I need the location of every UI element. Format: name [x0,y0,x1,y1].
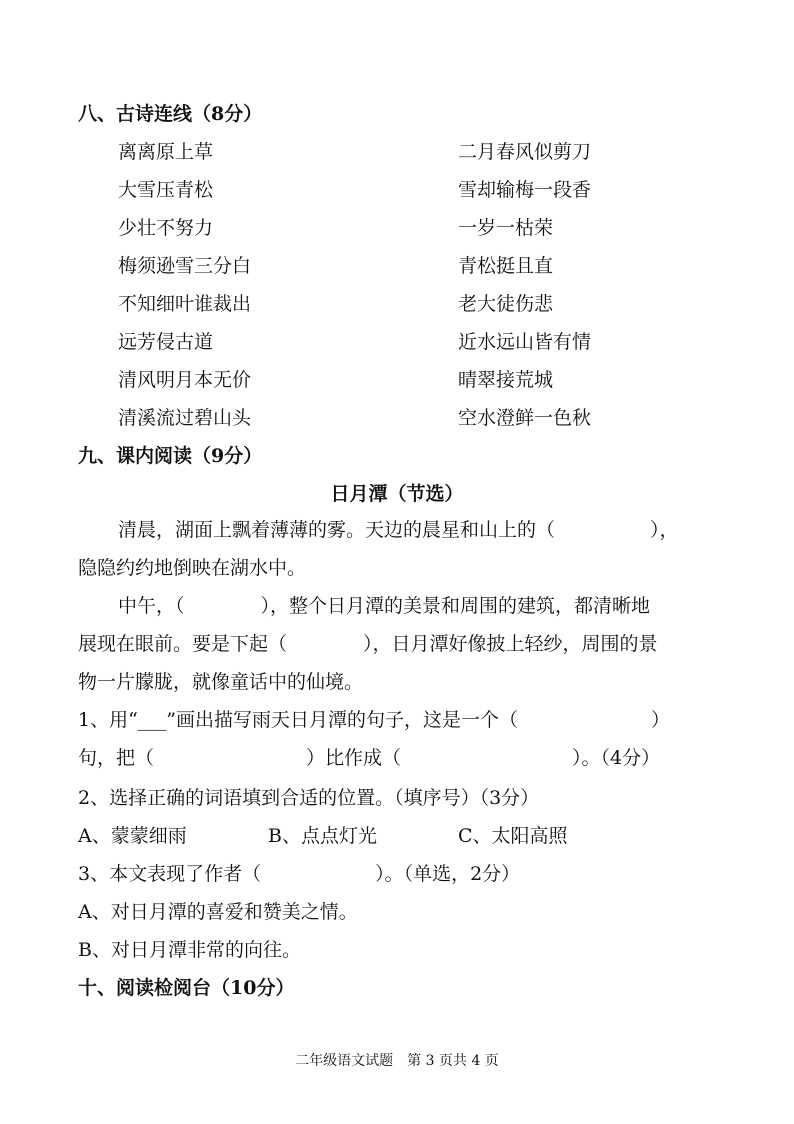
question-1-line2: 句，把（ ）比作成（ ）。（4分） [78,747,661,769]
section-10-heading: 十、阅读检阅台（10分） [78,977,295,999]
poem-right-1: 二月春风似剪刀 [458,141,592,163]
page-footer: 二年级语文试题 第 3 页共 4 页 [295,1053,499,1069]
poem-left-5: 不知细叶谁裁出 [118,293,252,315]
poem-left-2: 大雪压青松 [118,179,214,201]
poem-right-7: 晴翠接荒城 [458,369,554,391]
poem-left-3: 少壮不努力 [118,217,214,239]
poem-right-4: 青松挺且直 [458,255,554,277]
question-2-option-b: B、点点灯光 [268,825,377,847]
passage-p2-line1: 中午，（ ），整个日月潭的美景和周围的建筑，都清晰地 [118,595,651,617]
poem-right-2: 雪却输梅一段香 [458,179,592,201]
poem-right-6: 近水远山皆有情 [458,331,592,353]
passage-title: 日月潭（节选） [330,483,464,505]
question-3: 3、本文表现了作者（ ）。（单选，2分） [78,863,521,885]
question-1-line1: 1、用“___”画出描写雨天日月潭的句子，这是一个（ ） [78,709,671,731]
passage-p2-line2: 展现在眼前。要是下起（ ），日月潭好像披上轻纱，周围的景 [78,633,658,655]
question-2-option-c: C、太阳高照 [458,825,568,847]
poem-left-8: 清溪流过碧山头 [118,407,252,429]
question-3-option-a: A、对日月潭的喜爱和赞美之情。 [78,901,358,923]
section-9-heading: 九、课内阅读（9分） [78,445,263,467]
passage-p1-line2: 隐隐约约地倒映在湖水中。 [78,557,307,579]
question-2: 2、选择正确的词语填到合适的位置。（填序号）（3分） [78,787,540,809]
poem-left-1: 离离原上草 [118,141,214,163]
question-2-option-a: A、蒙蒙细雨 [78,825,187,847]
poem-right-8: 空水澄鲜一色秋 [458,407,592,429]
section-8-heading: 八、古诗连线（8分） [78,103,263,125]
poem-left-7: 清风明月本无价 [118,369,252,391]
question-3-option-b: B、对日月潭非常的向往。 [78,939,301,961]
passage-p2-line3: 物一片朦胧，就像童话中的仙境。 [78,671,364,693]
poem-left-6: 远芳侵古道 [118,331,214,353]
poem-left-4: 梅须逊雪三分白 [118,255,252,277]
poem-right-3: 一岁一枯荣 [458,217,554,239]
poem-right-5: 老大徒伤悲 [458,293,554,315]
passage-p1-line1: 清晨，湖面上飘着薄薄的雾。天边的晨星和山上的（ ）， [118,519,679,541]
